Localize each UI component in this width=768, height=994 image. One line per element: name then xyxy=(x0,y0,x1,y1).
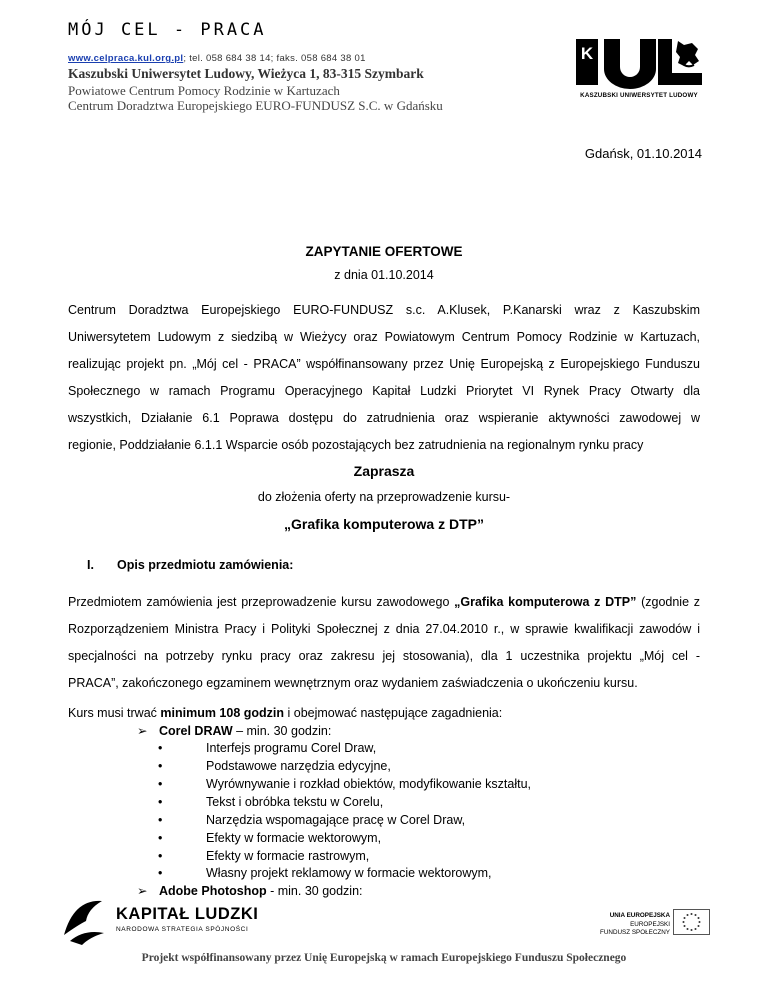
bullet-icon: • xyxy=(158,813,163,827)
section-title: Opis przedmiotu zamówienia: xyxy=(117,558,294,572)
org-line-2: Powiatowe Centrum Pomocy Rodzinie w Kartuzach xyxy=(68,83,340,98)
invite-heading: Zaprasza xyxy=(353,463,415,479)
intro-line: Centrum Doradztwa Europejskiego EURO-FUNDUSZ s.c. A.Klusek, P.Kanarski wraz z Kaszubskim xyxy=(68,303,700,317)
topic-item: • Podstawowe narzędzia edycyjne, xyxy=(158,759,391,773)
griffin-icon xyxy=(676,41,699,66)
bullet-icon: • xyxy=(158,777,163,791)
module-item: ➢ Adobe Photoshop - min. 30 godzin: xyxy=(137,884,363,898)
eu-text: UNIA EUROPEJSKA EUROPEJSKI FUNDUSZ SPOŁECZNY xyxy=(600,912,670,936)
topic-item: • Wyrównywanie i rozkład obiektów, modyfikowanie kształtu, xyxy=(158,777,532,791)
bullet-icon: • xyxy=(158,795,163,809)
topic-item: • Interfejs programu Corel Draw, xyxy=(158,741,377,755)
kapital-ludzki-logo xyxy=(60,895,110,947)
phone-fax: ; tel. 058 684 38 14; faks. 058 684 38 01 xyxy=(183,53,366,64)
section-number: I. xyxy=(87,558,94,572)
org-main: Kaszubski Uniwersytet Ludowy, Wieżyca 1, 83-315 Szymbark xyxy=(68,66,424,81)
topic-item: • Efekty w formacie wektorowym, xyxy=(158,831,382,845)
kapital-ludzki-name: KAPITAŁ LUDZKI xyxy=(116,905,259,923)
logo-letter: K xyxy=(580,44,594,63)
document-subtitle: z dnia 01.10.2014 xyxy=(334,268,434,282)
minimum-hours: minimum 108 godzin xyxy=(160,706,285,720)
subject-line: Przedmiotem zamówienia jest przeprowadzenie kursu zawodowego „Grafika komputerowa z DTP” (zgodnie z xyxy=(68,595,701,609)
project-brand: MÓJ CEL - PRACA xyxy=(68,20,267,40)
intro-line: Społecznego w ramach Programu Operacyjnego Kapitał Ludzki Priorytet VI Rynek Pracy Otwarty dla xyxy=(68,384,700,398)
bullet-icon: • xyxy=(158,866,163,880)
duration-line: Kurs musi trwać minimum 108 godzin i obejmować następujące zagadnienia: xyxy=(68,706,503,720)
org-line-3: Centrum Doradztwa Europejskiego EURO-FUNDUSZ S.C. w Gdańsku xyxy=(68,98,443,113)
bullet-icon: • xyxy=(158,741,163,755)
subject-line: Rozporządzeniem Ministra Pracy i Polityki Społecznej z dnia 27.04.2010 r., w sprawie kwalifikacji zawodów i xyxy=(68,622,700,636)
invite-subtext: do złożenia oferty na przeprowadzenie kursu- xyxy=(257,490,511,504)
intro-line: realizując projekt pn. „Mój cel - PRACA” współfinansowany przez Unię Europejską z Europejskiego Funduszu xyxy=(68,357,700,371)
bullet-icon: • xyxy=(158,831,163,845)
module-name: Adobe Photoshop xyxy=(159,884,267,898)
website-link[interactable]: www.celpraca.kul.org.pl xyxy=(68,53,184,64)
arrow-bullet-icon: ➢ xyxy=(137,884,148,898)
intro-line: regionie, Poddziałanie 6.1.1 Wsparcie osób pozostających bez zatrudnienia na regionalnym rynku pracy xyxy=(68,438,644,452)
intro-line: wszystkich, Działanie 6.1 Poprawa dostępu do zatrudnienia oraz wspieranie aktywności zawodowej w xyxy=(68,411,700,425)
arrow-bullet-icon: ➢ xyxy=(137,724,148,738)
eu-flag-icon xyxy=(673,909,710,935)
document-title: ZAPYTANIE OFERTOWE xyxy=(305,244,463,259)
intro-line: Uniwersytetem Ludowym z siedzibą w Wieżycy oraz Powiatowym Centrum Pomocy Rodzinie w Kartuzach, xyxy=(68,330,700,344)
topic-item: • Efekty w formacie rastrowym, xyxy=(158,849,370,863)
course-name-inline: „Grafika komputerowa z DTP” xyxy=(454,595,637,609)
topic-item: • Tekst i obróbka tekstu w Corelu, xyxy=(158,795,384,809)
module-item: ➢ Corel DRAW – min. 30 godzin: xyxy=(137,724,332,738)
kul-logo-caption: KASZUBSKI UNIWERSYTET LUDOWY xyxy=(580,92,698,99)
bullet-icon: • xyxy=(158,849,163,863)
bullet-icon: • xyxy=(158,759,163,773)
kapital-ludzki-subtitle: NARODOWA STRATEGIA SPÓJNOŚCI xyxy=(116,926,249,933)
footer-note: Projekt współfinansowany przez Unię Europejską w ramach Europejskiego Funduszu Społecznego xyxy=(141,952,627,964)
module-name: Corel DRAW xyxy=(159,724,233,738)
subject-line: specjalności na potrzeby rynku pracy oraz zakresu jej stosowania), dla 1 uczestnika projektu „Mój cel - xyxy=(68,649,700,663)
document-date: Gdańsk, 01.10.2014 xyxy=(584,146,702,161)
topic-item: • Własny projekt reklamowy w formacie wektorowym, xyxy=(158,866,492,880)
topic-item: • Narzędzia wspomagające pracę w Corel Draw, xyxy=(158,813,466,827)
contact-line xyxy=(68,53,366,64)
course-name: „Grafika komputerowa z DTP” xyxy=(284,516,484,532)
subject-line: PRACA”, zakończonego egzaminem wewnętrznym oraz wydaniem zaświadczenia o ukończeniu kursu. xyxy=(68,676,638,690)
